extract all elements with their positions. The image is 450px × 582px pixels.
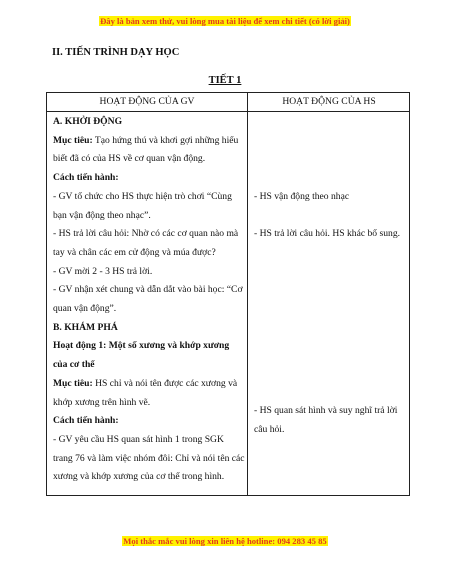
section-a-step-4: - GV nhận xét chung và dẫn dắt vào bài học: “Cơ quan vận động”. bbox=[53, 284, 243, 315]
preview-banner-text: Đây là bản xem thử, vui lòng mua tài liệu để xem chi tiết (có lời giải) bbox=[100, 16, 350, 26]
section-b-step-1: - GV yêu cầu HS quan sát hình 1 trong SGK trang 76 và làm việc nhóm đôi: Chỉ và nói tên các xương và khớp xương của cơ thể trong hình. bbox=[53, 433, 245, 483]
section-b-method-label: Cách tiến hành: bbox=[53, 415, 119, 427]
teacher-column bbox=[53, 113, 245, 487]
goal-text: Tạo hứng thú và khơi gợi những hiểu biết đã có của HS về cơ quan vận động. bbox=[53, 134, 239, 165]
hotline-banner bbox=[0, 536, 450, 546]
section-a-title: A. KHỞI ĐỘNG bbox=[53, 116, 123, 127]
activity-table bbox=[46, 92, 410, 496]
header-gv: HOẠT ĐỘNG CỦA GV bbox=[99, 96, 195, 107]
section-a-method-label: Cách tiến hành: bbox=[53, 172, 119, 184]
activity-1-title: Hoạt động 1: Một số xương và khớp xương của cơ thể bbox=[53, 340, 230, 371]
goal-label: Mục tiêu: bbox=[53, 377, 93, 389]
section-title: II. TIẾN TRÌNH DẠY HỌC bbox=[52, 47, 180, 58]
student-response-1: - HS vận động theo nhạc bbox=[254, 191, 350, 202]
goal-text: HS chỉ và nói tên được các xương và khớp xương trên hình vẽ. bbox=[53, 377, 238, 408]
section-b-goal bbox=[53, 375, 245, 412]
section-a-step-1: - GV tổ chức cho HS thực hiện trò chơi “Cùng bạn vận động theo nhạc”. bbox=[53, 190, 232, 221]
preview-banner bbox=[0, 16, 450, 26]
header-hs: HOẠT ĐỘNG CỦA HS bbox=[282, 96, 376, 107]
student-response-2: - HS trả lời câu hỏi. HS khác bổ sung. bbox=[254, 228, 401, 239]
student-response-3: - HS quan sát hình và suy nghĩ trả lời câu hỏi. bbox=[254, 405, 398, 435]
header-divider bbox=[47, 111, 409, 112]
section-b-title: B. KHÁM PHÁ bbox=[53, 321, 118, 333]
hotline-banner-text: Mọi thắc mắc vui lòng xin liên hệ hotline: 094 283 45 85 bbox=[123, 536, 327, 546]
column-divider bbox=[247, 93, 248, 495]
lesson-title: TIẾT 1 bbox=[208, 75, 242, 86]
section-a-goal bbox=[53, 132, 245, 169]
goal-label: Mục tiêu: bbox=[53, 134, 93, 146]
section-a-step-3: - GV mời 2 - 3 HS trả lời. bbox=[53, 265, 153, 277]
section-a-step-2: - HS trả lời câu hỏi: Nhờ có các cơ quan nào mà tay và chân các em cử động và múa được? bbox=[53, 228, 239, 258]
